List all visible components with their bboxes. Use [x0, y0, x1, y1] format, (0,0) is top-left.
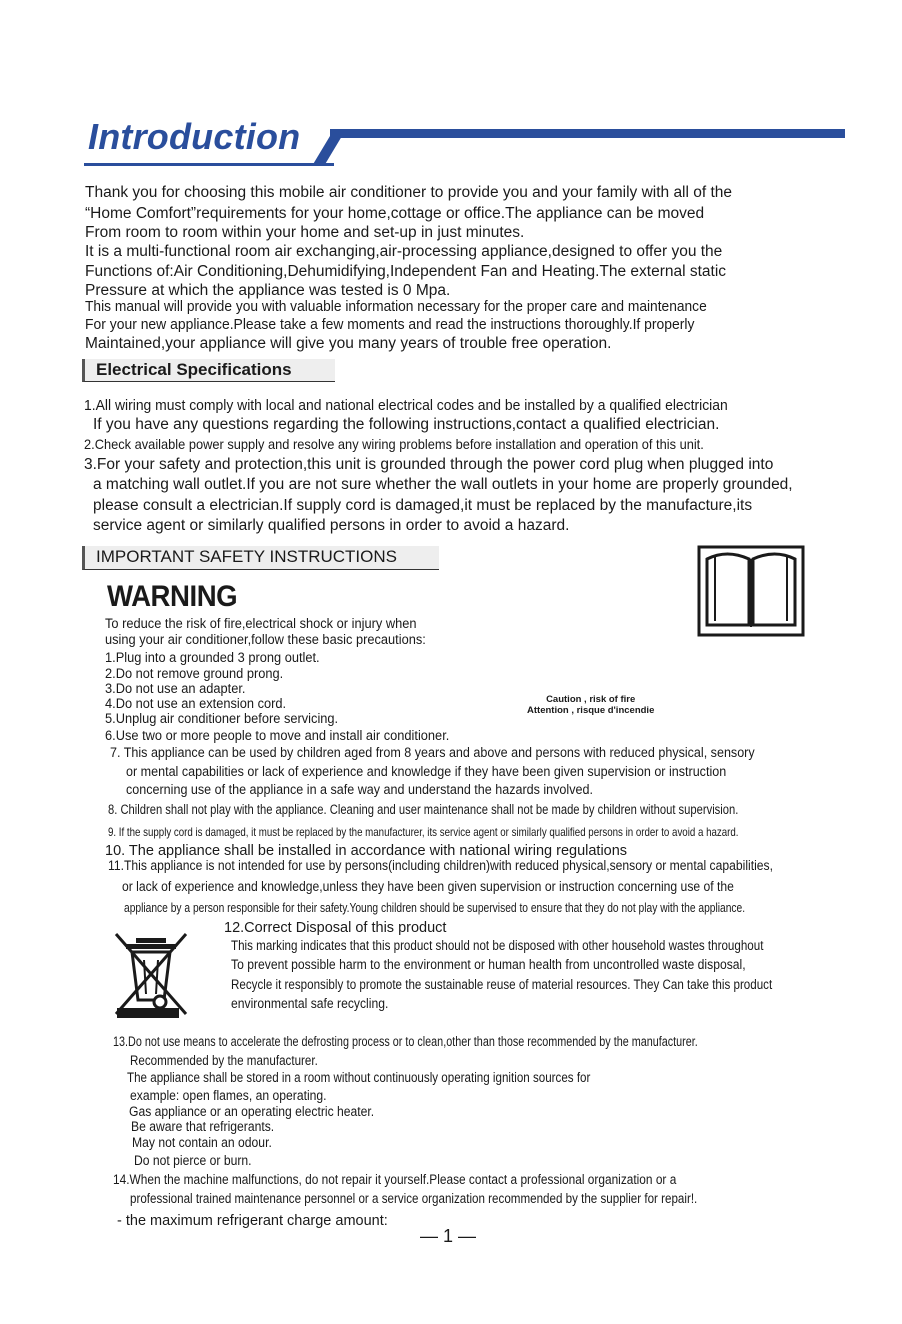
safety-item: or lack of experience and knowledge,unless they have been given supervision or instruction concerning use of the — [122, 879, 734, 894]
intro-line: Pressure at which the appliance was tested is 0 Mpa. — [85, 282, 451, 299]
caution-en: Caution , risk of fire — [546, 694, 636, 705]
intro-line: From room to room within your home and set-up in just minutes. — [85, 224, 525, 241]
warning-line: 3.Do not use an adapter. — [105, 681, 246, 696]
warning-line: 5.Unplug air conditioner before servicing. — [105, 711, 339, 726]
electrical-line: If you have any questions regarding the following instructions,contact a qualified electrician. — [93, 416, 720, 433]
safety-item: Recommended by the manufacturer. — [130, 1053, 318, 1068]
electrical-line: a matching wall outlet.If you are not sure whether the wall outlets in your home are properly grounded, — [93, 476, 793, 493]
disposal-line: To prevent possible harm to the environment or human health from uncontrolled waste disposal, — [231, 957, 746, 972]
title-underline — [84, 163, 334, 166]
page-title: Introduction — [88, 116, 301, 157]
safety-item: 9. If the supply cord is damaged, it must be replaced by the manufacturer, its service agent or similarly qualified persons in order to avoid a hazard. — [108, 825, 739, 839]
safety-heading — [82, 546, 439, 570]
disposal-line: environmental safe recycling. — [231, 996, 389, 1011]
crossed-out-bin-icon — [112, 930, 190, 1020]
intro-line: “Home Comfort”requirements for your home,cottage or office.The appliance can be moved — [85, 205, 705, 222]
safety-item: The appliance shall be stored in a room without continuously operating ignition sources for — [127, 1070, 591, 1085]
safety-item: 8. Children shall not play with the appliance. Cleaning and user maintenance shall not be made by children without supervision. — [108, 802, 739, 817]
electrical-line: service agent or similarly qualified persons in order to avoid a hazard. — [93, 517, 570, 534]
safety-item: or mental capabilities or lack of experience and knowledge if they have been given supervision or instruction — [126, 764, 727, 779]
electrical-line: 3.For your safety and protection,this unit is grounded through the power cord plug when plugged into — [84, 456, 774, 473]
intro-line: Thank you for choosing this mobile air conditioner to provide you and your family with all of the — [85, 184, 733, 201]
warning-line: 1.Plug into a grounded 3 prong outlet. — [105, 650, 320, 665]
caution-fr: Attention , risque d'incendie — [527, 705, 655, 716]
intro-line: For your new appliance.Please take a few moments and read the instructions thoroughly.If properly — [85, 317, 695, 333]
safety-item: Be aware that refrigerants. — [131, 1119, 275, 1134]
safety-item: Gas appliance or an operating electric heater. — [129, 1104, 375, 1119]
warning-label: WARNING — [107, 580, 238, 613]
electrical-line: 1.All wiring must comply with local and national electrical codes and be installed by a qualified electrician — [84, 398, 728, 414]
safety-heading-text: IMPORTANT SAFETY INSTRUCTIONS — [96, 547, 397, 566]
warning-line: To reduce the risk of fire,electrical shock or injury when — [105, 616, 417, 631]
banner-slant — [312, 136, 342, 166]
title-banner-bar — [330, 129, 845, 138]
weee-bar — [117, 1008, 179, 1018]
warning-line: using your air conditioner,follow these basic precautions: — [105, 632, 426, 647]
electrical-line: 2.Check available power supply and resolve any wiring problems before installation and operation of this unit. — [84, 437, 704, 452]
safety-item: Do not pierce or burn. — [134, 1153, 252, 1168]
electrical-heading-text: Electrical Specifications — [96, 360, 292, 379]
disposal-heading: 12.Correct Disposal of this product — [224, 920, 447, 936]
safety-item: appliance by a person responsible for their safety.Young children should be supervised to ensure that they do not play with the appliance. — [124, 901, 746, 915]
intro-line: This manual will provide you with valuable information necessary for the proper care and maintenance — [85, 299, 707, 315]
intro-line: Maintained,your appliance will give you many years of trouble free operation. — [85, 335, 612, 352]
read-manual-icon — [697, 545, 805, 637]
safety-item: 7. This appliance can be used by children aged from 8 years and above and persons with reduced physical, sensory — [110, 745, 755, 760]
safety-item: professional trained maintenance personnel or a service organization recommended by the supplier for repair!. — [130, 1191, 698, 1206]
disposal-line: This marking indicates that this product should not be disposed with other household wastes throughout — [231, 938, 764, 953]
intro-line: Functions of:Air Conditioning,Dehumidifying,Independent Fan and Heating.The external static — [85, 263, 727, 280]
safety-item: - the maximum refrigerant charge amount: — [117, 1213, 388, 1229]
warning-line: 2.Do not remove ground prong. — [105, 666, 284, 681]
safety-item: 14.When the machine malfunctions, do not repair it yourself.Please contact a professional organization or a — [113, 1172, 677, 1187]
caution-label — [527, 694, 654, 716]
safety-item: 10. The appliance shall be installed in accordance with national wiring regulations — [105, 843, 628, 859]
disposal-line: Recycle it responsibly to promote the sustainable reuse of material resources. They Can take this product — [231, 977, 773, 992]
electrical-heading — [82, 359, 335, 382]
safety-item: May not contain an odour. — [132, 1135, 272, 1150]
page-number: — 1 — — [420, 1226, 477, 1246]
safety-item: example: open flames, an operating. — [130, 1088, 327, 1103]
safety-item: concerning use of the appliance in a safe way and understand the hazards involved. — [126, 782, 593, 797]
warning-line: 6.Use two or more people to move and install air conditioner. — [105, 728, 450, 743]
electrical-line: please consult a electrician.If supply cord is damaged,it must be replaced by the manufacture,its — [93, 497, 753, 514]
safety-item: 11.This appliance is not intended for use by persons(including children)with reduced physical,sensory or mental capabilities, — [108, 858, 774, 873]
intro-line: It is a multi-functional room air exchanging,air-processing appliance,designed to offer you the — [85, 243, 723, 260]
warning-line: 4.Do not use an extension cord. — [105, 696, 287, 711]
safety-item: 13.Do not use means to accelerate the defrosting process or to clean,other than those recommended by the manufacturer. — [113, 1034, 698, 1049]
